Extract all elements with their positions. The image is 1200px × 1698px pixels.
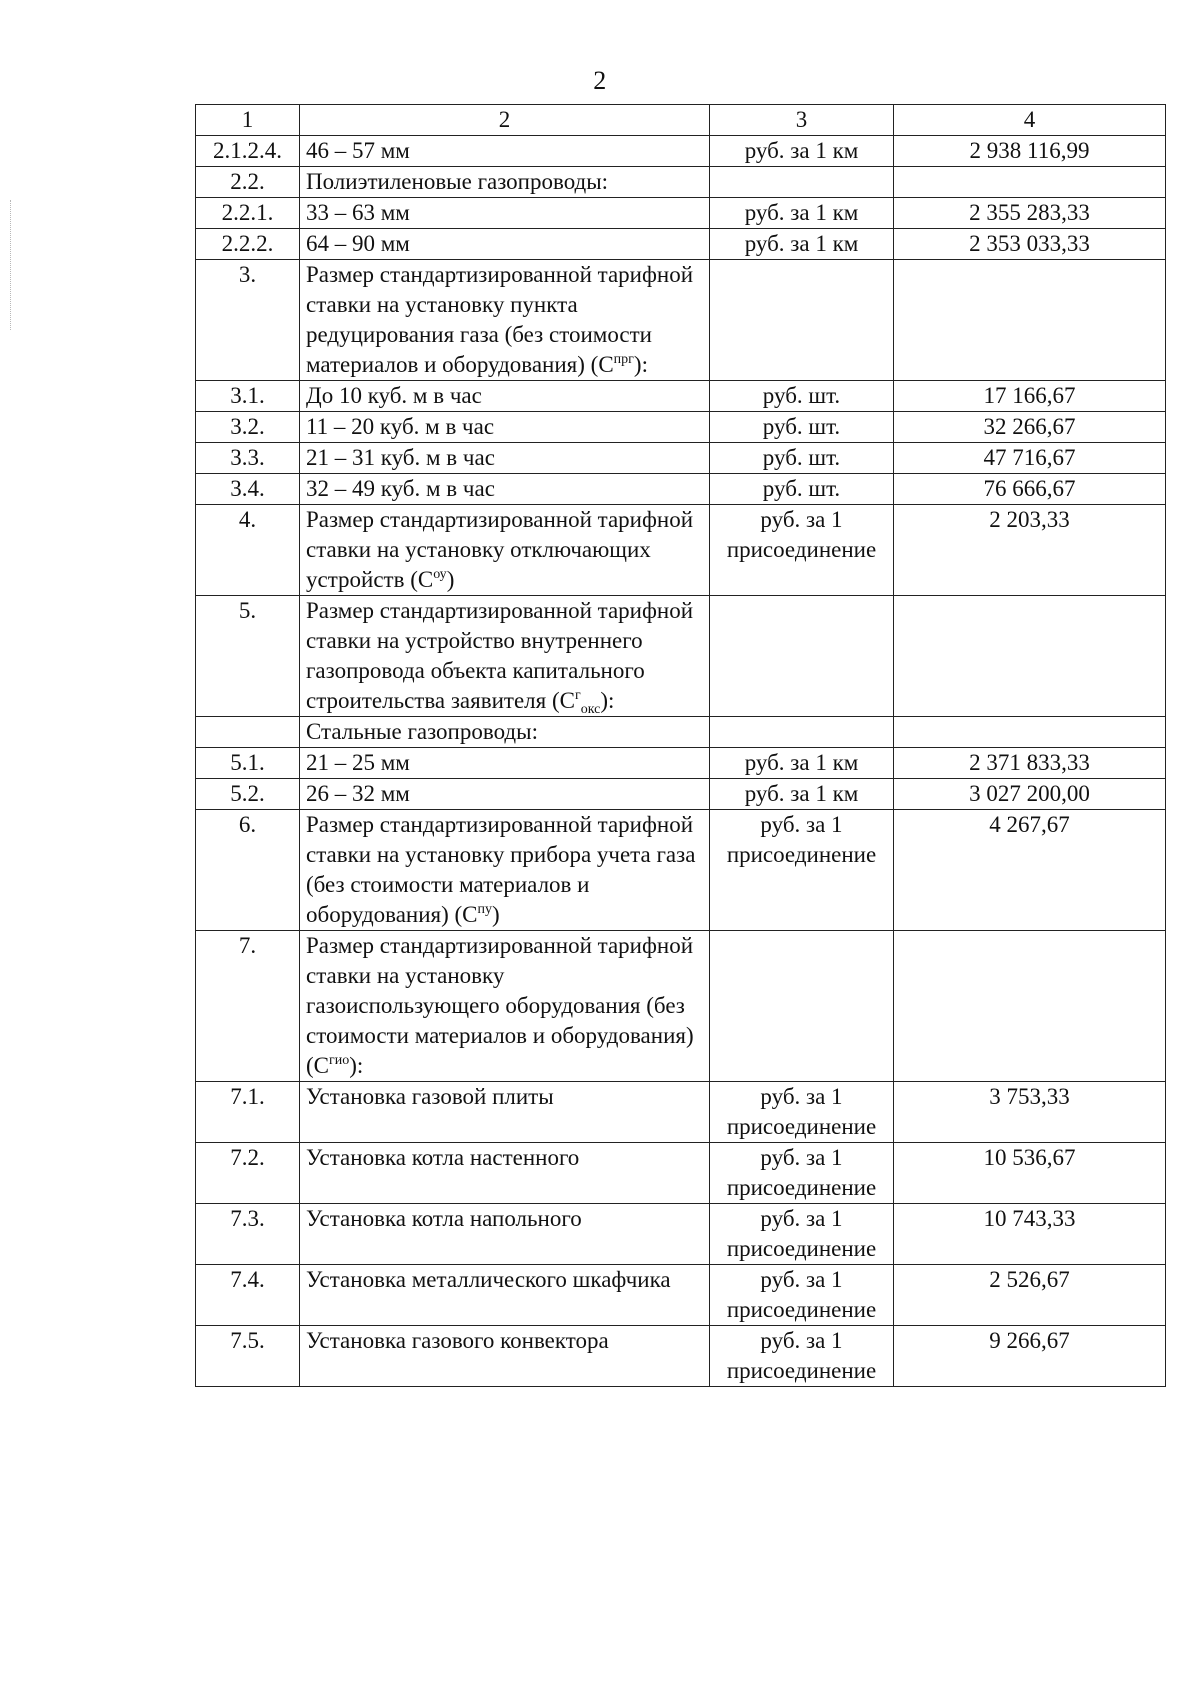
- table-row: [196, 1265, 1166, 1326]
- description-text: Размер стандартизированной тарифной ставки на установку прибора учета газа (без стоимости материалов и оборудования) (С: [306, 812, 696, 927]
- table-row: [196, 1082, 1166, 1143]
- row-unit: руб. шт.: [710, 443, 894, 474]
- table-header-row: [196, 105, 1166, 136]
- row-description: [300, 717, 710, 748]
- row-number: 7.1.: [196, 1082, 300, 1143]
- row-description: [300, 505, 710, 596]
- row-description: [300, 136, 710, 167]
- description-text: 64 – 90 мм: [306, 231, 410, 256]
- row-number: 3.3.: [196, 443, 300, 474]
- row-description: [300, 779, 710, 810]
- row-number: 3.1.: [196, 381, 300, 412]
- description-text: До 10 куб. м в час: [306, 383, 482, 408]
- row-unit: руб. за 1 км: [710, 779, 894, 810]
- row-value: [894, 167, 1166, 198]
- description-tail: ):: [349, 1053, 364, 1078]
- description-text: Стальные газопроводы:: [306, 719, 538, 744]
- description-tail: ):: [633, 352, 648, 377]
- table-row: [196, 717, 1166, 748]
- description-text: 21 – 31 куб. м в час: [306, 445, 495, 470]
- description-text: Установка котла напольного: [306, 1206, 582, 1231]
- row-value: 17 166,67: [894, 381, 1166, 412]
- table-row: [196, 167, 1166, 198]
- scan-margin-line: [10, 200, 11, 330]
- table-body: [196, 136, 1166, 1387]
- description-text: Размер стандартизированной тарифной ставки на установку газоиспользующего оборудования (без стоимости материалов и оборудования) (С: [306, 933, 694, 1078]
- table-row: [196, 198, 1166, 229]
- column-header: 3: [710, 105, 894, 136]
- table-row: [196, 381, 1166, 412]
- row-description: [300, 381, 710, 412]
- row-description: [300, 260, 710, 381]
- row-unit: [710, 596, 894, 717]
- row-number: 2.2.: [196, 167, 300, 198]
- row-description: [300, 412, 710, 443]
- row-unit: руб. за 1 км: [710, 748, 894, 779]
- row-description: [300, 748, 710, 779]
- tariff-symbol-superscript: гио: [329, 1053, 350, 1068]
- table-row: [196, 443, 1166, 474]
- table-row: [196, 748, 1166, 779]
- page-number: 2: [593, 66, 607, 95]
- row-unit: [710, 717, 894, 748]
- row-unit: руб. шт.: [710, 412, 894, 443]
- row-description: [300, 1082, 710, 1143]
- row-description: [300, 229, 710, 260]
- row-unit: руб. за 1 присоединение: [710, 1143, 894, 1204]
- description-tail: ): [446, 567, 455, 592]
- tariff-symbol-superscript: пу: [477, 902, 493, 917]
- row-description: [300, 1265, 710, 1326]
- description-tail: ): [492, 902, 500, 927]
- description-text: Размер стандартизированной тарифной ставки на устройство внутреннего газопровода объекта капитального строительства заявителя (С: [306, 598, 694, 713]
- row-value: 9 266,67: [894, 1326, 1166, 1387]
- table-row: [196, 260, 1166, 381]
- row-value: 3 027 200,00: [894, 779, 1166, 810]
- table-row: [196, 474, 1166, 505]
- table-row: [196, 779, 1166, 810]
- description-text: Установка газового конвектора: [306, 1328, 609, 1353]
- row-unit: [710, 167, 894, 198]
- row-value: [894, 717, 1166, 748]
- table-row: [196, 1326, 1166, 1387]
- tariff-table: [195, 104, 1166, 1387]
- description-text: Полиэтиленовые газопроводы:: [306, 169, 609, 194]
- row-number: 5.: [196, 596, 300, 717]
- row-value: 3 753,33: [894, 1082, 1166, 1143]
- row-description: [300, 596, 710, 717]
- row-value: 2 353 033,33: [894, 229, 1166, 260]
- row-value: 47 716,67: [894, 443, 1166, 474]
- row-value: 2 526,67: [894, 1265, 1166, 1326]
- table-row: [196, 596, 1166, 717]
- tariff-symbol-superscript: г: [574, 688, 581, 703]
- row-description: [300, 443, 710, 474]
- row-value: 4 267,67: [894, 810, 1166, 931]
- row-number: 7.4.: [196, 1265, 300, 1326]
- description-tail: ):: [600, 688, 615, 713]
- description-text: 46 – 57 мм: [306, 138, 410, 163]
- table-row: [196, 136, 1166, 167]
- row-description: [300, 810, 710, 931]
- row-unit: руб. за 1 присоединение: [710, 1204, 894, 1265]
- row-unit: [710, 931, 894, 1082]
- table-row: [196, 229, 1166, 260]
- row-value: 2 355 283,33: [894, 198, 1166, 229]
- row-value: 10 743,33: [894, 1204, 1166, 1265]
- row-number: 3.2.: [196, 412, 300, 443]
- description-text: Установка котла настенного: [306, 1145, 580, 1170]
- row-number: 7.5.: [196, 1326, 300, 1387]
- table-row: [196, 505, 1166, 596]
- row-value: 32 266,67: [894, 412, 1166, 443]
- row-unit: [710, 260, 894, 381]
- row-number: 2.1.2.4.: [196, 136, 300, 167]
- row-value: [894, 260, 1166, 381]
- row-number: [196, 717, 300, 748]
- row-description: [300, 1326, 710, 1387]
- row-value: 2 938 116,99: [894, 136, 1166, 167]
- row-value: [894, 931, 1166, 1082]
- row-unit: руб. за 1 присоединение: [710, 1265, 894, 1326]
- description-text: 21 – 25 мм: [306, 750, 410, 775]
- row-value: 10 536,67: [894, 1143, 1166, 1204]
- row-number: 5.2.: [196, 779, 300, 810]
- description-text: 11 – 20 куб. м в час: [306, 414, 495, 439]
- row-number: 3.: [196, 260, 300, 381]
- row-unit: руб. за 1 присоединение: [710, 810, 894, 931]
- description-text: 26 – 32 мм: [306, 781, 410, 806]
- row-value: 2 203,33: [894, 505, 1166, 596]
- row-unit: руб. за 1 км: [710, 198, 894, 229]
- table-row: [196, 412, 1166, 443]
- tariff-symbol-subscript: окс: [580, 702, 601, 717]
- row-unit: руб. за 1 км: [710, 136, 894, 167]
- column-header: 2: [300, 105, 710, 136]
- row-description: [300, 931, 710, 1082]
- row-unit: руб. за 1 присоединение: [710, 505, 894, 596]
- row-unit: руб. за 1 присоединение: [710, 1326, 894, 1387]
- row-number: 3.4.: [196, 474, 300, 505]
- row-number: 5.1.: [196, 748, 300, 779]
- row-unit: руб. за 1 км: [710, 229, 894, 260]
- description-text: 32 – 49 куб. м в час: [306, 476, 495, 501]
- description-text: Установка металлического шкафчика: [306, 1267, 671, 1292]
- description-text: 33 – 63 мм: [306, 200, 410, 225]
- tariff-symbol-superscript: прг: [613, 352, 634, 367]
- tariff-symbol-superscript: оу: [433, 567, 447, 582]
- row-number: 2.2.2.: [196, 229, 300, 260]
- row-unit: руб. шт.: [710, 474, 894, 505]
- row-value: [894, 596, 1166, 717]
- row-unit: руб. шт.: [710, 381, 894, 412]
- row-number: 7.2.: [196, 1143, 300, 1204]
- row-number: 7.3.: [196, 1204, 300, 1265]
- table-row: [196, 1204, 1166, 1265]
- row-number: 2.2.1.: [196, 198, 300, 229]
- description-text: Размер стандартизированной тарифной ставки на установку отключающих устройств (С: [306, 507, 694, 592]
- row-description: [300, 474, 710, 505]
- row-description: [300, 1143, 710, 1204]
- row-number: 7.: [196, 931, 300, 1082]
- description-text: Установка газовой плиты: [306, 1084, 554, 1109]
- row-value: 2 371 833,33: [894, 748, 1166, 779]
- row-value: 76 666,67: [894, 474, 1166, 505]
- row-unit: руб. за 1 присоединение: [710, 1082, 894, 1143]
- table-row: [196, 1143, 1166, 1204]
- description-text: Размер стандартизированной тарифной ставки на установку пункта редуцирования газа (без стоимости материалов и оборудования) (С: [306, 262, 694, 377]
- row-description: [300, 167, 710, 198]
- row-description: [300, 198, 710, 229]
- row-description: [300, 1204, 710, 1265]
- column-header: 4: [894, 105, 1166, 136]
- row-number: 4.: [196, 505, 300, 596]
- row-number: 6.: [196, 810, 300, 931]
- table-row: [196, 810, 1166, 931]
- column-header: 1: [196, 105, 300, 136]
- table-row: [196, 931, 1166, 1082]
